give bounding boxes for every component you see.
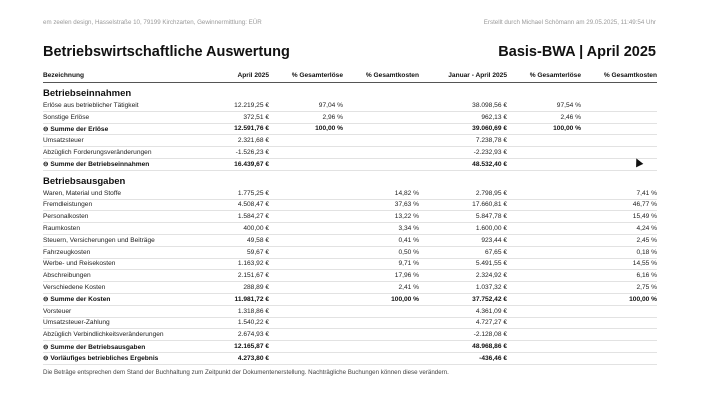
row-month: 1.775,25 € <box>193 188 269 199</box>
row-month: 1.584,27 € <box>193 211 269 223</box>
row-month: 2.674,93 € <box>193 329 269 341</box>
row-month: 2.151,67 € <box>193 270 269 282</box>
row-month: 4.273,80 € <box>193 352 269 364</box>
bwa-table <box>43 68 657 365</box>
row-pct-revenue: 97,04 % <box>269 100 343 111</box>
row-ytd: 4.361,09 € <box>419 305 507 317</box>
row-ytd-pct-cost <box>581 123 657 135</box>
row-pct-cost: 17,96 % <box>343 270 419 282</box>
row-month: 12.219,25 € <box>193 100 269 111</box>
row-pct-cost: 9,71 % <box>343 258 419 270</box>
row-month: 11.981,72 € <box>193 293 269 305</box>
row-month: 1.540,22 € <box>193 317 269 329</box>
row-label: Abzüglich Verbindlichkeitsveränderungen <box>43 329 193 341</box>
row-pct-revenue <box>269 317 343 329</box>
row-label: Umsatzsteuer <box>43 135 193 147</box>
row-month: -1.526,23 € <box>193 147 269 159</box>
table-row <box>43 282 657 294</box>
table-row <box>43 246 657 258</box>
row-month: 59,67 € <box>193 246 269 258</box>
row-ytd-pct-cost <box>581 305 657 317</box>
section-heading-row <box>43 83 657 101</box>
row-label: ⊖ Summe der Betriebseinnahmen <box>43 158 193 170</box>
table-row <box>43 111 657 123</box>
row-month: 2.321,68 € <box>193 135 269 147</box>
row-pct-cost: 3,34 % <box>343 223 419 235</box>
row-ytd-pct-revenue <box>507 246 581 258</box>
section-title: Betriebseinnahmen <box>43 88 132 99</box>
table-row <box>43 199 657 211</box>
row-month: 12.165,87 € <box>193 341 269 353</box>
row-ytd-pct-revenue: 97,54 % <box>507 100 581 111</box>
row-label: Raumkosten <box>43 223 193 235</box>
row-pct-revenue <box>269 293 343 305</box>
sum-row <box>43 352 657 364</box>
row-pct-revenue: 100,00 % <box>269 123 343 135</box>
col-header-ytd: Januar - April 2025 <box>419 68 507 83</box>
row-ytd-pct-cost <box>581 317 657 329</box>
row-pct-revenue: 2,96 % <box>269 111 343 123</box>
row-ytd-pct-cost: 46,77 % <box>581 199 657 211</box>
row-ytd: -436,46 € <box>419 352 507 364</box>
row-ytd: 1.037,32 € <box>419 282 507 294</box>
row-pct-revenue <box>269 223 343 235</box>
row-ytd-pct-revenue <box>507 258 581 270</box>
row-label: Abzüglich Forderungsveränderungen <box>43 147 193 159</box>
row-ytd: 4.727,27 € <box>419 317 507 329</box>
row-ytd-pct-revenue <box>507 223 581 235</box>
table-row <box>43 223 657 235</box>
row-ytd-pct-revenue <box>507 158 581 170</box>
row-pct-revenue <box>269 135 343 147</box>
row-ytd: 1.600,00 € <box>419 223 507 235</box>
table-row <box>43 305 657 317</box>
row-pct-cost: 37,63 % <box>343 199 419 211</box>
row-ytd-pct-revenue: 2,46 % <box>507 111 581 123</box>
row-ytd-pct-cost <box>581 100 657 111</box>
row-ytd-pct-cost: 15,49 % <box>581 211 657 223</box>
report-subtitle: Basis-BWA | April 2025 <box>498 44 656 60</box>
row-ytd-pct-cost: 14,55 % <box>581 258 657 270</box>
row-pct-cost: 0,50 % <box>343 246 419 258</box>
row-pct-cost: 13,22 % <box>343 211 419 223</box>
col-header-pct-cost: % Gesamtkosten <box>343 68 419 83</box>
sum-row <box>43 158 657 170</box>
table-row <box>43 270 657 282</box>
col-header-pct-revenue: % Gesamterlöse <box>269 68 343 83</box>
row-pct-cost <box>343 100 419 111</box>
row-ytd-pct-revenue <box>507 147 581 159</box>
row-pct-cost <box>343 317 419 329</box>
row-ytd: 962,13 € <box>419 111 507 123</box>
row-ytd-pct-revenue <box>507 135 581 147</box>
row-label: ⊖ Vorläufiges betriebliches Ergebnis <box>43 352 193 364</box>
row-ytd-pct-cost: 6,16 % <box>581 270 657 282</box>
row-month: 1.163,92 € <box>193 258 269 270</box>
row-ytd: 67,65 € <box>419 246 507 258</box>
row-pct-revenue <box>269 329 343 341</box>
col-header-label: Bezeichnung <box>43 68 193 83</box>
row-pct-revenue <box>269 158 343 170</box>
created-info: Erstellt durch Michael Schömann am 29.05.2025, 11:49:54 Uhr <box>483 19 656 26</box>
table-header-row <box>43 68 657 83</box>
row-ytd-pct-cost <box>581 147 657 159</box>
row-month: 4.508,47 € <box>193 199 269 211</box>
row-ytd-pct-revenue <box>507 270 581 282</box>
row-ytd-pct-cost: 4,24 % <box>581 223 657 235</box>
row-ytd-pct-cost: 7,41 % <box>581 188 657 199</box>
row-label: Erlöse aus betrieblicher Tätigkeit <box>43 100 193 111</box>
row-label: Verschiedene Kosten <box>43 282 193 294</box>
row-label: Fremdleistungen <box>43 199 193 211</box>
row-ytd: -2.232,93 € <box>419 147 507 159</box>
table-row <box>43 211 657 223</box>
row-pct-revenue <box>269 211 343 223</box>
row-pct-revenue <box>269 258 343 270</box>
row-ytd-pct-revenue <box>507 188 581 199</box>
row-label: ⊖ Summe der Kosten <box>43 293 193 305</box>
table-row <box>43 317 657 329</box>
row-pct-revenue <box>269 305 343 317</box>
row-ytd-pct-cost <box>581 158 657 170</box>
row-ytd-pct-cost <box>581 329 657 341</box>
row-label: Umsatzsteuer-Zahlung <box>43 317 193 329</box>
row-ytd: 7.238,78 € <box>419 135 507 147</box>
table-row <box>43 258 657 270</box>
row-pct-revenue <box>269 234 343 246</box>
row-month: 400,00 € <box>193 223 269 235</box>
row-pct-revenue <box>269 282 343 294</box>
row-ytd-pct-revenue: 100,00 % <box>507 123 581 135</box>
row-label: Vorsteuer <box>43 305 193 317</box>
table-row <box>43 147 657 159</box>
row-ytd-pct-cost: 2,75 % <box>581 282 657 294</box>
row-pct-revenue <box>269 270 343 282</box>
row-month: 288,89 € <box>193 282 269 294</box>
row-month: 12.591,76 € <box>193 123 269 135</box>
row-ytd-pct-revenue <box>507 352 581 364</box>
table-row <box>43 234 657 246</box>
row-ytd: 923,44 € <box>419 234 507 246</box>
row-pct-cost: 2,41 % <box>343 282 419 294</box>
row-ytd-pct-cost: 0,18 % <box>581 246 657 258</box>
sum-row <box>43 341 657 353</box>
row-ytd: 39.060,69 € <box>419 123 507 135</box>
row-ytd: -2.128,08 € <box>419 329 507 341</box>
row-month: 1.318,86 € <box>193 305 269 317</box>
row-pct-cost <box>343 158 419 170</box>
row-ytd: 2.798,95 € <box>419 188 507 199</box>
row-ytd-pct-revenue <box>507 317 581 329</box>
sum-row <box>43 123 657 135</box>
row-ytd-pct-cost <box>581 341 657 353</box>
row-ytd-pct-revenue <box>507 211 581 223</box>
row-ytd: 2.324,92 € <box>419 270 507 282</box>
row-pct-cost <box>343 352 419 364</box>
row-ytd-pct-cost <box>581 111 657 123</box>
row-pct-cost <box>343 329 419 341</box>
row-ytd: 17.660,81 € <box>419 199 507 211</box>
row-pct-cost <box>343 123 419 135</box>
row-ytd-pct-revenue <box>507 234 581 246</box>
row-ytd-pct-revenue <box>507 282 581 294</box>
row-label: Werbe- und Reisekosten <box>43 258 193 270</box>
col-header-ytd-pct-cost: % Gesamtkosten <box>581 68 657 83</box>
row-month: 16.439,67 € <box>193 158 269 170</box>
row-pct-revenue <box>269 246 343 258</box>
row-pct-cost <box>343 305 419 317</box>
row-label: Sonstige Erlöse <box>43 111 193 123</box>
row-ytd: 5.491,55 € <box>419 258 507 270</box>
sum-row <box>43 293 657 305</box>
row-pct-cost: 100,00 % <box>343 293 419 305</box>
row-ytd-pct-cost: 2,45 % <box>581 234 657 246</box>
row-pct-cost <box>343 135 419 147</box>
row-label: ⊖ Summe der Erlöse <box>43 123 193 135</box>
row-month: 372,51 € <box>193 111 269 123</box>
footer-note: Die Beträge entsprechen dem Stand der Buchhaltung zum Zeitpunkt der Dokumentenerstellung. Nachträgliche Buchungen können diese verändern. <box>43 369 449 376</box>
section-title: Betriebsausgaben <box>43 175 126 187</box>
row-ytd: 38.098,56 € <box>419 100 507 111</box>
row-label: Steuern, Versicherungen und Beiträge <box>43 234 193 246</box>
row-ytd-pct-revenue <box>507 341 581 353</box>
section-heading-row <box>43 170 657 188</box>
table-body <box>43 83 657 365</box>
row-label: Fahrzeugkosten <box>43 246 193 258</box>
row-label: Waren, Material und Stoffe <box>43 188 193 199</box>
row-ytd-pct-revenue <box>507 293 581 305</box>
row-pct-cost <box>343 147 419 159</box>
row-label: ⊖ Summe der Betriebsausgaben <box>43 341 193 353</box>
row-pct-revenue <box>269 147 343 159</box>
row-ytd-pct-revenue <box>507 305 581 317</box>
row-ytd: 48.532,40 € <box>419 158 507 170</box>
row-ytd-pct-cost <box>581 352 657 364</box>
table-row <box>43 329 657 341</box>
row-pct-cost <box>343 341 419 353</box>
row-month: 49,58 € <box>193 234 269 246</box>
row-pct-revenue <box>269 352 343 364</box>
row-ytd-pct-cost <box>581 135 657 147</box>
table-row <box>43 135 657 147</box>
row-ytd-pct-revenue <box>507 199 581 211</box>
row-ytd: 37.752,42 € <box>419 293 507 305</box>
row-label: Personalkosten <box>43 211 193 223</box>
table-row <box>43 188 657 199</box>
row-ytd: 48.968,86 € <box>419 341 507 353</box>
row-ytd-pct-cost: 100,00 % <box>581 293 657 305</box>
row-pct-revenue <box>269 341 343 353</box>
row-pct-revenue <box>269 199 343 211</box>
row-pct-cost <box>343 111 419 123</box>
row-ytd-pct-revenue <box>507 329 581 341</box>
table-row <box>43 100 657 111</box>
row-label: Abschreibungen <box>43 270 193 282</box>
row-pct-revenue <box>269 188 343 199</box>
company-info: em zeelen design, Hasselstraße 10, 79199 Kirchzarten, Gewinnermittlung: EÜR <box>43 19 262 26</box>
col-header-ytd-pct-revenue: % Gesamterlöse <box>507 68 581 83</box>
row-pct-cost: 14,82 % <box>343 188 419 199</box>
row-pct-cost: 0,41 % <box>343 234 419 246</box>
report-title: Betriebswirtschaftliche Auswertung <box>43 44 290 60</box>
row-ytd: 5.847,78 € <box>419 211 507 223</box>
col-header-month: April 2025 <box>193 68 269 83</box>
